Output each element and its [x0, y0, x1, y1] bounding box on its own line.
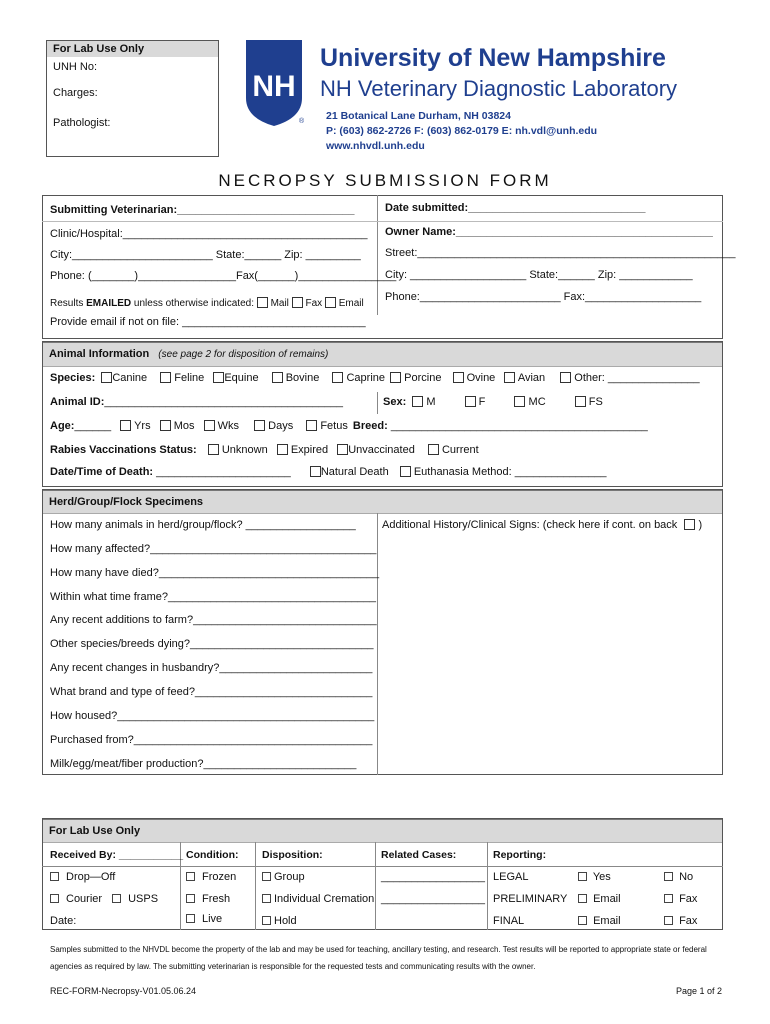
live-square[interactable]	[186, 914, 195, 923]
pathologist-field[interactable]: Pathologist:	[53, 117, 111, 129]
species-bovine: Bovine	[285, 372, 320, 384]
rabies-unknown-checkbox[interactable]	[208, 444, 219, 455]
prelim-fax-label: Fax	[679, 893, 698, 905]
reporting-header: Reporting:	[493, 849, 547, 861]
lab-col-3	[375, 842, 376, 930]
prelim-fax[interactable]	[664, 893, 697, 905]
report-preliminary: PRELIMINARY	[493, 893, 568, 905]
lab-col-4	[487, 842, 488, 930]
drop-off-label: Drop—Off	[66, 871, 116, 883]
age-days-checkbox[interactable]	[254, 420, 265, 431]
lab-use-top-box	[46, 40, 219, 157]
fresh-option[interactable]	[186, 893, 230, 905]
lab-date-field[interactable]: Date:	[50, 915, 77, 927]
natural-death-checkbox[interactable]	[310, 466, 321, 477]
bovine-checkbox[interactable]	[272, 372, 283, 383]
legal-yes[interactable]	[578, 871, 611, 883]
species-avian: Avian	[517, 372, 546, 384]
live-option[interactable]	[186, 913, 222, 925]
animal-info-note: (see page 2 for disposition of remains)	[158, 349, 329, 360]
lab-contact: P: (603) 862-2726 F: (603) 862-0179 E: nh.vdl@unh.edu	[326, 125, 598, 137]
death-row	[50, 466, 606, 478]
frozen-square[interactable]	[186, 872, 195, 881]
unh-no-field[interactable]: UNH No:	[53, 61, 98, 73]
sex-fs-checkbox[interactable]	[575, 396, 586, 407]
age-label: Age:	[50, 420, 75, 432]
species-feline: Feline	[174, 372, 205, 384]
usps-square[interactable]	[112, 894, 121, 903]
sex-row	[383, 396, 603, 408]
herd-q-2[interactable]: How many affected?_____________________________________	[50, 543, 377, 555]
submitter-phone-field[interactable]	[50, 270, 396, 282]
charges-field[interactable]: Charges:	[53, 87, 98, 99]
report-final: FINAL	[493, 915, 525, 927]
date-submitted-field[interactable]: Date submitted:_____________________________	[385, 202, 646, 214]
prelim-fax-square[interactable]	[664, 894, 673, 903]
legal-no-square[interactable]	[664, 872, 673, 881]
euthanasia-method[interactable]: Euthanasia Method: _______________	[413, 466, 607, 478]
results-label: Results	[50, 298, 84, 309]
drop-off-square[interactable]	[50, 872, 59, 881]
legal-yes-square[interactable]	[578, 872, 587, 881]
page-number: Page 1 of 2	[675, 986, 722, 996]
sex-label: Sex:	[383, 396, 407, 408]
rabies-unvaccinated: Unvaccinated	[348, 444, 415, 456]
feline-checkbox[interactable]	[160, 372, 171, 383]
sex-m-checkbox[interactable]	[412, 396, 423, 407]
herd-divider	[377, 513, 378, 775]
caprine-checkbox[interactable]	[332, 372, 343, 383]
registered-mark: ®	[299, 118, 305, 125]
age-yrs: Yrs	[134, 420, 151, 432]
submitting-vet-field[interactable]: Submitting Veterinarian:_____________________________	[50, 204, 355, 216]
rabies-expired-checkbox[interactable]	[277, 444, 288, 455]
herd-q-7[interactable]: Any recent changes in husbandry?_________________________	[50, 662, 373, 674]
age-wks: Wks	[217, 420, 240, 432]
submitter-city-field[interactable]: City:_______________________ State:______ Zip: _________	[50, 249, 361, 261]
phone-label: Phone:	[50, 270, 85, 282]
group-label: Group	[274, 871, 305, 883]
sex-f: F	[478, 396, 486, 408]
clinic-row-line	[42, 221, 723, 222]
herd-q-10[interactable]: Purchased from?_______________________________________	[50, 734, 373, 746]
fax-checkbox[interactable]	[292, 297, 303, 308]
legal-yes-label: Yes	[592, 871, 611, 883]
hold-label: Hold	[274, 915, 297, 927]
species-other[interactable]: Other: _______________	[574, 372, 700, 384]
owner-name-field[interactable]: Owner Name:__________________________________________	[385, 226, 713, 238]
species-caprine: Caprine	[346, 372, 386, 384]
herd-q-1[interactable]: How many animals in herd/group/flock? __________________	[50, 519, 356, 531]
breed-field[interactable]: __________________________________________	[390, 420, 648, 432]
animal-info-header	[43, 342, 722, 367]
euthanasia-checkbox[interactable]	[400, 466, 411, 477]
breed-label: Breed:	[352, 420, 388, 432]
age-field[interactable]: ______	[74, 420, 112, 432]
species-ovine: Ovine	[466, 372, 496, 384]
group-option[interactable]	[262, 871, 305, 883]
rabies-unknown: Unknown	[221, 444, 268, 456]
lab-row-1	[42, 866, 723, 867]
drop-off-option[interactable]	[50, 871, 115, 883]
species-canine: Canine	[112, 372, 148, 384]
ovine-checkbox[interactable]	[453, 372, 464, 383]
herd-q-11[interactable]: Milk/egg/meat/fiber production?_________________________	[50, 758, 357, 770]
additional-history	[382, 519, 702, 531]
rabies-expired: Expired	[290, 444, 329, 456]
individual-option[interactable]	[262, 893, 374, 905]
other-checkbox[interactable]	[560, 372, 571, 383]
clinic-field[interactable]: Clinic/Hospital:________________________________________	[50, 228, 368, 240]
legal-no-label: No	[679, 871, 694, 883]
history-close: )	[698, 519, 703, 531]
prelim-email-label: Email	[593, 893, 621, 905]
herd-q-6[interactable]: Other species/breeds dying?______________________________	[50, 638, 374, 650]
species-label: Species:	[50, 372, 96, 384]
courier-square[interactable]	[50, 894, 59, 903]
condition-header: Condition:	[186, 849, 239, 861]
animal-id-row	[50, 396, 343, 408]
mail-label: Mail	[270, 298, 289, 309]
received-by[interactable]: Received By: ___________	[50, 849, 184, 861]
herd-q-5[interactable]: Any recent additions to farm?______________________________	[50, 614, 377, 626]
prelim-email[interactable]	[578, 893, 621, 905]
final-email-square[interactable]	[578, 916, 587, 925]
herd-q-4[interactable]: Within what time frame?__________________________________	[50, 591, 376, 603]
death-label: Date/Time of Death:	[50, 466, 154, 478]
age-yrs-checkbox[interactable]	[120, 420, 131, 431]
age-mos-checkbox[interactable]	[160, 420, 171, 431]
form-code: REC-FORM-Necropsy-V01.05.06.24	[50, 986, 197, 996]
lab-use-top-title: For Lab Use Only	[47, 41, 218, 57]
individual-label: Individual Cremation	[274, 893, 375, 905]
frozen-option[interactable]	[186, 871, 236, 883]
logo-letters: NH	[252, 70, 296, 103]
usps-label: USPS	[128, 893, 159, 905]
history-label: Additional History/Clinical Signs: (check here if cont. on back	[382, 519, 678, 531]
lab-website: www.nhvdl.unh.edu	[326, 140, 425, 152]
disclaimer-text: Samples submitted to the NHVDL become the property of the lab and may be used for teaching, ancillary testing, and research. Test results will be reported to appropriate state or federal agencies as required by law. The submitting veterinarian is responsible for the requested tests and communicating results with the owner.	[50, 945, 707, 971]
herd-box	[42, 489, 723, 775]
email-label: Email	[338, 298, 364, 309]
sex-fs: FS	[588, 396, 603, 408]
final-email[interactable]	[578, 915, 621, 927]
porcine-checkbox[interactable]	[390, 372, 401, 383]
animal-id-label: Animal ID:	[50, 396, 105, 408]
sex-f-checkbox[interactable]	[465, 396, 476, 407]
species-equine: Equine	[224, 372, 259, 384]
related-case-2[interactable]: _________________	[381, 893, 486, 905]
age-days: Days	[268, 420, 294, 432]
results-preference	[50, 297, 364, 309]
owner-phone-field[interactable]: Phone:_______________________ Fax:___________________	[385, 291, 702, 303]
rabies-row	[50, 444, 479, 456]
age-wks-checkbox[interactable]	[204, 420, 215, 431]
fresh-square[interactable]	[186, 894, 195, 903]
rabies-label: Rabies Vaccinations Status:	[50, 444, 197, 456]
legal-no[interactable]	[664, 871, 693, 883]
rabies-unvaccinated-checkbox[interactable]	[337, 444, 348, 455]
lab-use-bottom-title: For Lab Use Only	[43, 819, 722, 843]
live-label: Live	[202, 913, 223, 925]
sex-mc-checkbox[interactable]	[514, 396, 525, 407]
final-fax[interactable]	[664, 915, 697, 927]
university-name: University of New Hampshire	[320, 44, 666, 72]
animal-info-title: Animal Information	[49, 348, 150, 360]
age-fetus: Fetus	[320, 420, 348, 432]
final-fax-label: Fax	[679, 915, 698, 927]
avian-checkbox[interactable]	[504, 372, 515, 383]
frozen-label: Frozen	[202, 871, 237, 883]
report-legal: LEGAL	[493, 871, 529, 883]
animal-id-divider	[377, 392, 378, 414]
herd-q-8[interactable]: What brand and type of feed?_____________________________	[50, 686, 373, 698]
fresh-label: Fresh	[202, 893, 231, 905]
results-emailed: EMAILED	[86, 298, 132, 309]
rabies-current: Current	[441, 444, 479, 456]
herd-q-3[interactable]: How many have died?____________________________________	[50, 567, 380, 579]
submitter-owner-divider	[377, 195, 378, 315]
species-porcine: Porcine	[404, 372, 442, 384]
hold-square[interactable]	[262, 916, 271, 925]
disposition-header: Disposition:	[262, 849, 323, 861]
unh-logo	[246, 40, 305, 126]
hold-option[interactable]	[262, 915, 297, 927]
equine-checkbox[interactable]	[213, 372, 224, 383]
continued-on-back-checkbox[interactable]	[684, 519, 695, 530]
natural-death: Natural Death	[320, 466, 389, 478]
courier-option[interactable]	[50, 893, 158, 905]
herd-header: Herd/Group/Flock Specimens	[43, 490, 722, 514]
individual-square[interactable]	[262, 894, 271, 903]
group-square[interactable]	[262, 872, 271, 881]
form-title: NECROPSY SUBMISSION FORM	[218, 171, 552, 190]
courier-label: Courier	[66, 893, 103, 905]
age-mos: Mos	[173, 420, 195, 432]
age-fetus-checkbox[interactable]	[306, 420, 317, 431]
animal-id-field[interactable]: _______________________________________	[104, 396, 343, 408]
lab-address: 21 Botanical Lane Durham, NH 03824	[326, 110, 511, 122]
related-case-1[interactable]: _________________	[381, 871, 486, 883]
herd-q-9[interactable]: How housed?__________________________________________	[50, 710, 375, 722]
canine-checkbox[interactable]	[101, 372, 112, 383]
lab-col-2	[255, 842, 256, 930]
results-rest: unless otherwise indicated:	[133, 298, 254, 309]
fax-label: Fax	[305, 298, 323, 309]
rabies-current-checkbox[interactable]	[428, 444, 439, 455]
email-checkbox[interactable]	[325, 297, 336, 308]
mail-checkbox[interactable]	[257, 297, 268, 308]
death-field[interactable]: ______________________	[156, 466, 291, 478]
prelim-email-square[interactable]	[578, 894, 587, 903]
owner-city-field[interactable]: City: ___________________ State:______ Zip: ____________	[385, 269, 693, 281]
species-row	[50, 372, 700, 384]
age-row	[50, 420, 648, 432]
lab-name: NH Veterinary Diagnostic Laboratory	[320, 76, 678, 101]
related-cases-header: Related Cases:	[381, 849, 457, 861]
final-email-label: Email	[593, 915, 621, 927]
sex-mc: MC	[528, 396, 546, 408]
provide-email-field[interactable]: Provide email if not on file: ______________________________	[50, 316, 366, 328]
sex-m: M	[426, 396, 436, 408]
final-fax-square[interactable]	[664, 916, 673, 925]
owner-street-field[interactable]: Street:____________________________________________________	[385, 247, 736, 259]
phone-fax-line[interactable]: (_______)________________Fax(______)________________	[87, 270, 397, 282]
